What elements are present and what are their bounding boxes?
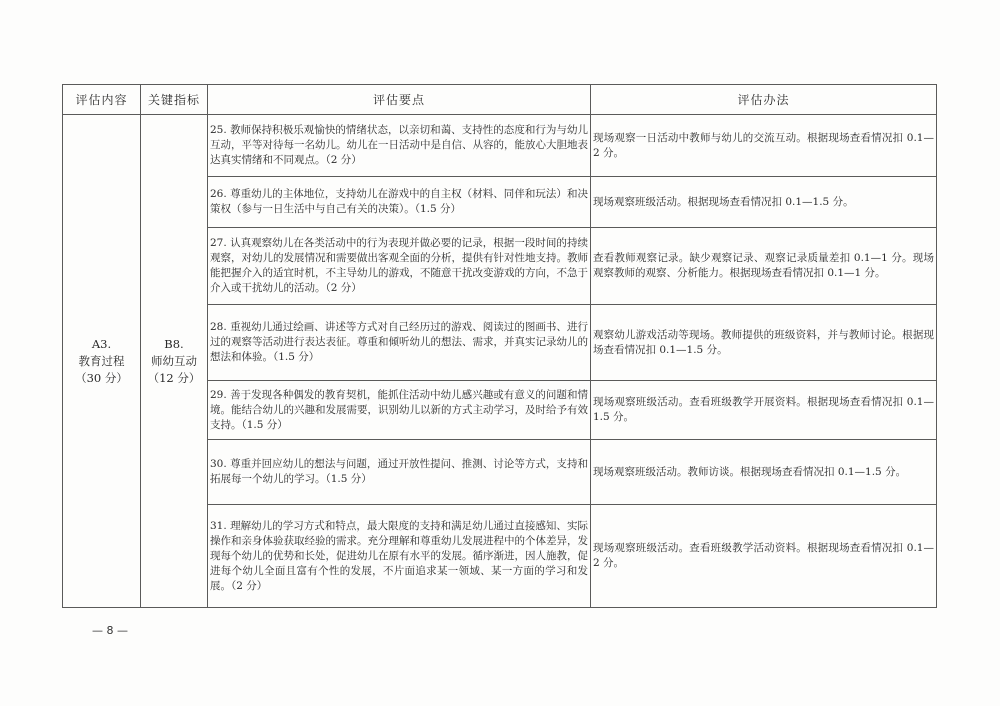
indicator-score: （12 分） [147,370,201,385]
content-code: A3. [91,336,112,351]
content-group-cell [63,115,141,608]
table-header-row [63,85,937,115]
method-cell: 现场观察班级活动。根据现场查看情况扣 0.1—1.5 分。 [591,177,937,228]
header-content: 评估内容 [63,85,141,115]
point-cell: 29. 善于发现各种偶发的教育契机，能抓住活动中幼儿感兴趣或有意义的问题和情境。能结合幼儿的兴趣和发展需要，识别幼儿以新的方式主动学习，及时给予有效支持。（1.5 分） [208,381,591,440]
method-cell: 查看教师观察记录。缺少观察记录、观察记录质量差扣 0.1—1 分。现场观察教师的观察、分析能力。根据现场查看情况扣 0.1—1 分。 [591,228,937,305]
header-indicator: 关键指标 [141,85,208,115]
point-cell: 31. 理解幼儿的学习方式和特点，最大限度的支持和满足幼儿通过直接感知、实际操作和亲身体验获取经验的需求。充分理解和尊重幼儿发展进程中的个体差异，发现每个幼儿的优势和长处，促进幼儿在原有水平的发展。循序渐进，因人施教，促进每个幼儿全面且富有个性的发展，不片面追求某一领域、某一方面的学习和发展。（2 分） [208,505,591,608]
method-cell: 观察幼儿游戏活动等现场。教师提供的班级资料，并与教师讨论。根据现场查看情况扣 0.1—1.5 分。 [591,305,937,381]
indicator-name: 师幼互动 [151,353,197,368]
point-cell: 25. 教师保持积极乐观愉快的情绪状态，以亲切和蔼、支持性的态度和行为与幼儿互动，平等对待每一名幼儿。幼儿在一日活动中是自信、从容的，能放心大胆地表达真实情绪和不同观点。（2 分） [208,115,591,177]
method-cell: 现场观察班级活动。查看班级教学开展资料。根据现场查看情况扣 0.1—1.5 分。 [591,381,937,440]
point-cell: 27. 认真观察幼儿在各类活动中的行为表现并做必要的记录，根据一段时间的持续观察，对幼儿的发展情况和需要做出客观全面的分析，提供有针对性地支持。教师能把握介入的适宜时机，不主导幼儿的游戏，不随意干扰改变游戏的方向，不急于介入或干扰幼儿的活动。（2 分） [208,228,591,305]
header-points: 评估要点 [208,85,591,115]
header-method: 评估办法 [591,85,937,115]
method-cell: 现场观察一日活动中教师与幼儿的交流互动。根据现场查看情况扣 0.1—2 分。 [591,115,937,177]
point-cell: 30. 尊重并回应幼儿的想法与问题，通过开放性提问、推测、讨论等方式，支持和拓展每一个幼儿的学习。（1.5 分） [208,440,591,505]
point-cell: 28. 重视幼儿通过绘画、讲述等方式对自己经历过的游戏、阅读过的图画书、进行过的观察等活动进行表达表征。尊重和倾听幼儿的想法、需求，并真实记录幼儿的想法和体验。（1.5 分） [208,305,591,381]
indicator-group-cell [141,115,208,608]
method-cell: 现场观察班级活动。查看班级教学活动资料。根据现场查看情况扣 0.1—2 分。 [591,505,937,608]
content-name: 教育过程 [78,353,125,368]
method-cell: 现场观察班级活动。教师访谈。根据现场查看情况扣 0.1—1.5 分。 [591,440,937,505]
point-cell: 26. 尊重幼儿的主体地位，支持幼儿在游戏中的自主权（材料、同伴和玩法）和决策权（参与一日生活中与自己有关的决策）。（1.5 分） [208,177,591,228]
indicator-code: B8. [164,336,184,351]
page-number: — 8 — [92,624,128,637]
table-row [63,115,937,177]
content-score: （30 分） [75,370,128,385]
evaluation-table [62,84,937,608]
